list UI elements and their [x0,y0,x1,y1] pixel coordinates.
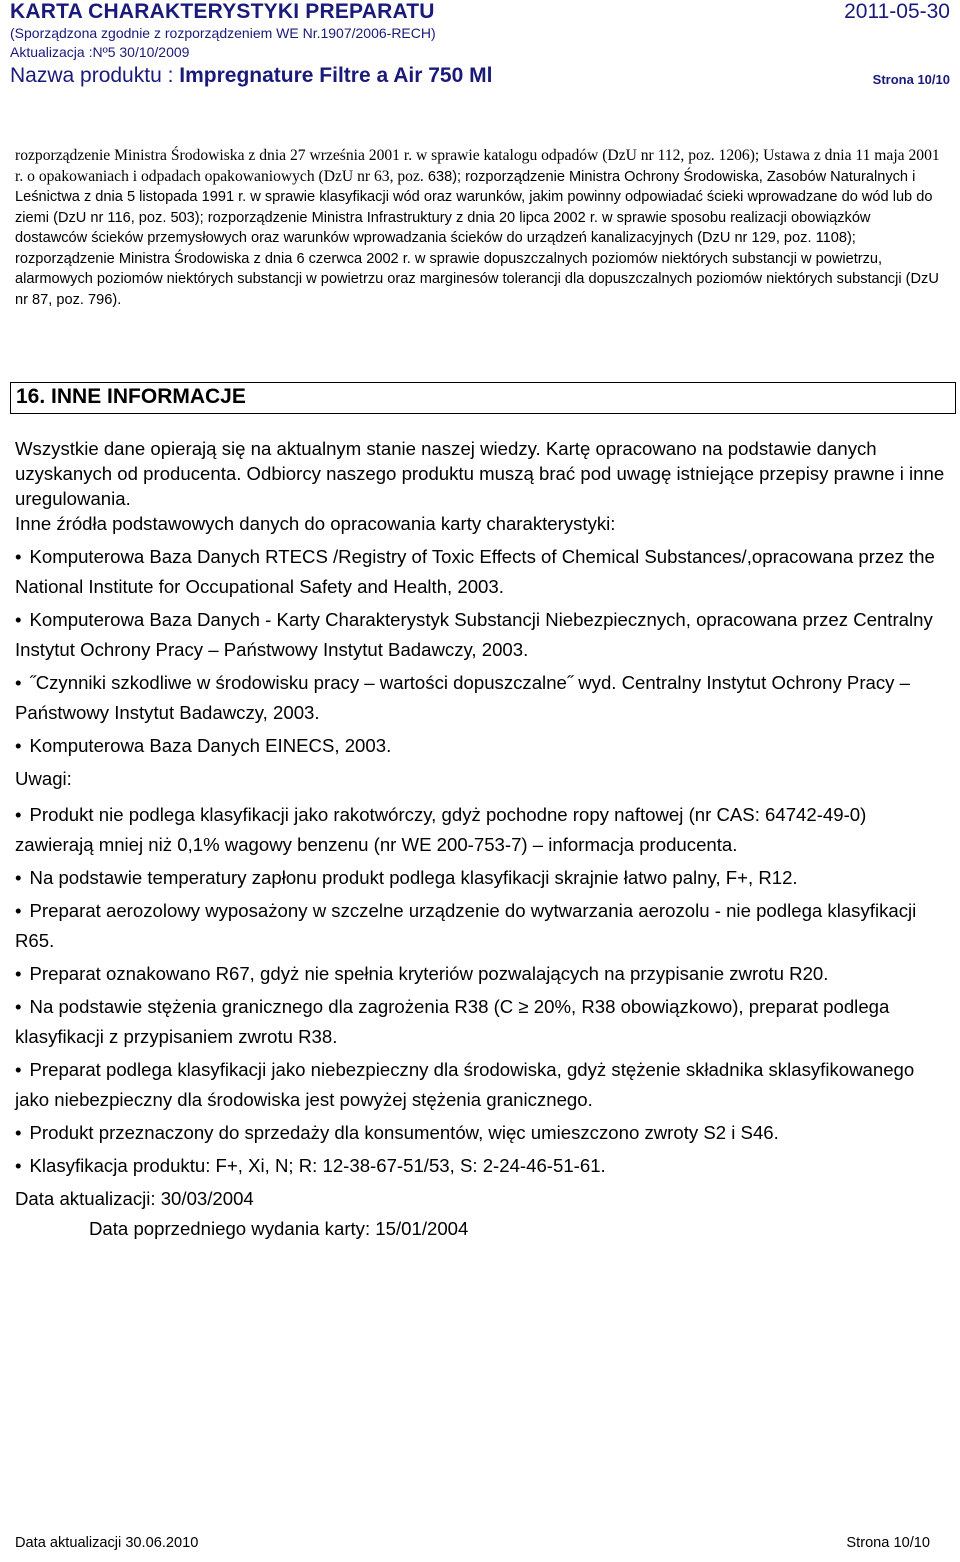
section-16-header [10,382,956,414]
bullet-icon: • [15,546,22,567]
header-date: 2011-05-30 [844,0,950,23]
header-page-number: Strona 10/10 [872,72,950,87]
bullet-icon: • [15,963,22,984]
bullet-icon: • [15,672,22,693]
list-item-text: Na podstawie temperatury zapłonu produkt podlega klasyfikacji skrajnie łatwo palny, F+, R12. [29,867,798,888]
update-date: Data aktualizacji: 30/03/2004 [15,1188,254,1209]
document-header [10,0,950,98]
bullet-icon: • [15,804,22,825]
bullet-icon: • [15,900,22,921]
list-item [15,863,945,893]
list-item-text: Komputerowa Baza Danych EINECS, 2003. [29,735,392,756]
bullet-icon: • [15,867,22,888]
notes-list [15,800,945,1181]
regulations-part-1: rozporządzenie Ministra Środowiska z dnia 27 września 2001 r. w sprawie katalogu odpadów (DzU nr 112, poz. 1206); Ustawa z dnia 11 maja 2001 r. o opakowaniach i odpadach opakowaniowych (DzU nr 63, poz. [15,147,940,185]
list-item-text: Preparat oznakowano R67, gdyż nie spełnia kryteriów pozwalających na przypisanie zwrotu R20. [29,963,829,984]
list-item [15,992,945,1052]
list-item [15,1151,945,1181]
bullet-icon: • [15,735,22,756]
other-information [15,436,945,1244]
list-item-text: Komputerowa Baza Danych - Karty Charakterystyk Substancji Niebezpiecznych, opracowana przez Centralny Instytut Ochrony Pracy ‒ Państwowy Instytut Badawczy, 2003. [15,609,933,660]
list-item-text: Produkt przeznaczony do sprzedaży dla konsumentów, więc umieszczono zwroty S2 i S46. [29,1122,779,1143]
regulations-part-2: 638); rozporządzenie Ministra Ochrony Środowiska, Zasobów Naturalnych i Leśnictwa z dnia 5 listopada 1991 r. w sprawie klasyfikacji wód oraz warunków, jakim powinny odpowiadać ścieki wprowadzane do wód lub do ziemi (DzU nr 116, poz. 503); rozporządzenie Ministra Infrastruktury z dnia 20 lipca 2002 r. w sprawie sposobu realizacji obowiązków dostawców ścieków przemysłowych oraz warunków wprowadzania ścieków do urządzeń kanalizacyjnych (DzU nr 129, poz. 1108); rozporządzenie Ministra Środowiska z dnia 6 czerwca 2002 r. w sprawie dopuszczalnych poziomów niektórych substancji w powietrzu, alarmowych poziomów niektórych substancji w powietrzu oraz marginesów tolerancji dla dopuszczalnych poziomów niektórych substancji (DzU nr 87, poz. 796). [15,168,939,308]
list-item-text: Produkt nie podlega klasyfikacji jako rakotwórczy, gdyż pochodne ropy naftowej (nr CAS: 64742-49-0) zawierają mniej niż 0,1% wagowy benzenu (nr WE 200-753-7) ‒ informacja producenta. [15,804,867,855]
list-item-text: Preparat podlega klasyfikacji jako niebezpieczny dla środowiska, gdyż stężenie składnika sklasyfikowanego jako niebezpieczny dla środowiska jest powyżej stężenia granicznego. [15,1059,915,1110]
list-item [15,1055,945,1115]
update-note: Aktualizacja :Nº5 30/10/2009 [10,44,190,60]
document-title: KARTA CHARAKTERYSTYKI PREPARATU [10,0,435,23]
list-item [15,542,945,602]
list-item [15,668,945,728]
list-item [15,896,945,956]
list-item-text: Klasyfikacja produktu: F+, Xi, N; R: 12-38-67-51/53, S: 2-24-46-51-61. [29,1155,606,1176]
sources-list [15,542,945,761]
list-item [15,731,945,761]
bullet-icon: • [15,609,22,630]
list-item [15,959,945,989]
section-title: 16. INNE INFORMACJE [16,385,246,408]
regulations-paragraph [15,146,945,310]
list-item [15,605,945,665]
product-name: Impregnature Filtre a Air 750 Ml [179,64,493,87]
list-item-text: ˝Czynniki szkodliwe w środowisku pracy ‒ wartości dopuszczalne˝ wyd. Centralny Instytut Ochrony Pracy ‒ Państwowy Instytut Badawczy, 2003. [15,672,910,723]
footer-page-number: Strona 10/10 [846,1535,930,1551]
page-footer [15,1535,930,1551]
list-item [15,800,945,860]
bullet-icon: • [15,996,22,1017]
bullet-icon: • [15,1122,22,1143]
product-label: Nazwa produktu : [10,64,180,87]
intro-paragraph [15,436,945,536]
bullet-icon: • [15,1155,22,1176]
list-item-text: Komputerowa Baza Danych RTECS /Registry of Toxic Effects of Chemical Substances/,opracowana przez the National Institute for Occupational Safety and Health, 2003. [15,546,935,597]
notes-heading: Uwagi: [15,768,72,789]
previous-edition-date: Data poprzedniego wydania karty: 15/01/2004 [89,1218,469,1239]
regulation-note: (Sporządzona zgodnie z rozporządzeniem WE Nr.1907/2006-RECH) [10,25,436,41]
list-item [15,1118,945,1148]
list-item-text: Preparat aerozolowy wyposażony w szczelne urządzenie do wytwarzania aerozolu - nie podlega klasyfikacji R65. [15,900,917,951]
bullet-icon: • [15,1059,22,1080]
sources-heading: Inne źródła podstawowych danych do opracowania karty charakterystyki: [15,513,616,534]
product-line [10,64,492,88]
list-item-text: Na podstawie stężenia granicznego dla zagrożenia R38 (C ≥ 20%, R38 obowiązkowo), preparat podlega klasyfikacji z przypisaniem zwrotu R38. [15,996,890,1047]
intro-text: Wszystkie dane opierają się na aktualnym stanie naszej wiedzy. Kartę opracowano na podstawie danych uzyskanych od producenta. Odbiorcy naszego produktu muszą brać pod uwagę istniejące przepisy prawne i inne uregulowania. [15,438,945,509]
footer-update-date: Data aktualizacji 30.06.2010 [15,1535,199,1551]
